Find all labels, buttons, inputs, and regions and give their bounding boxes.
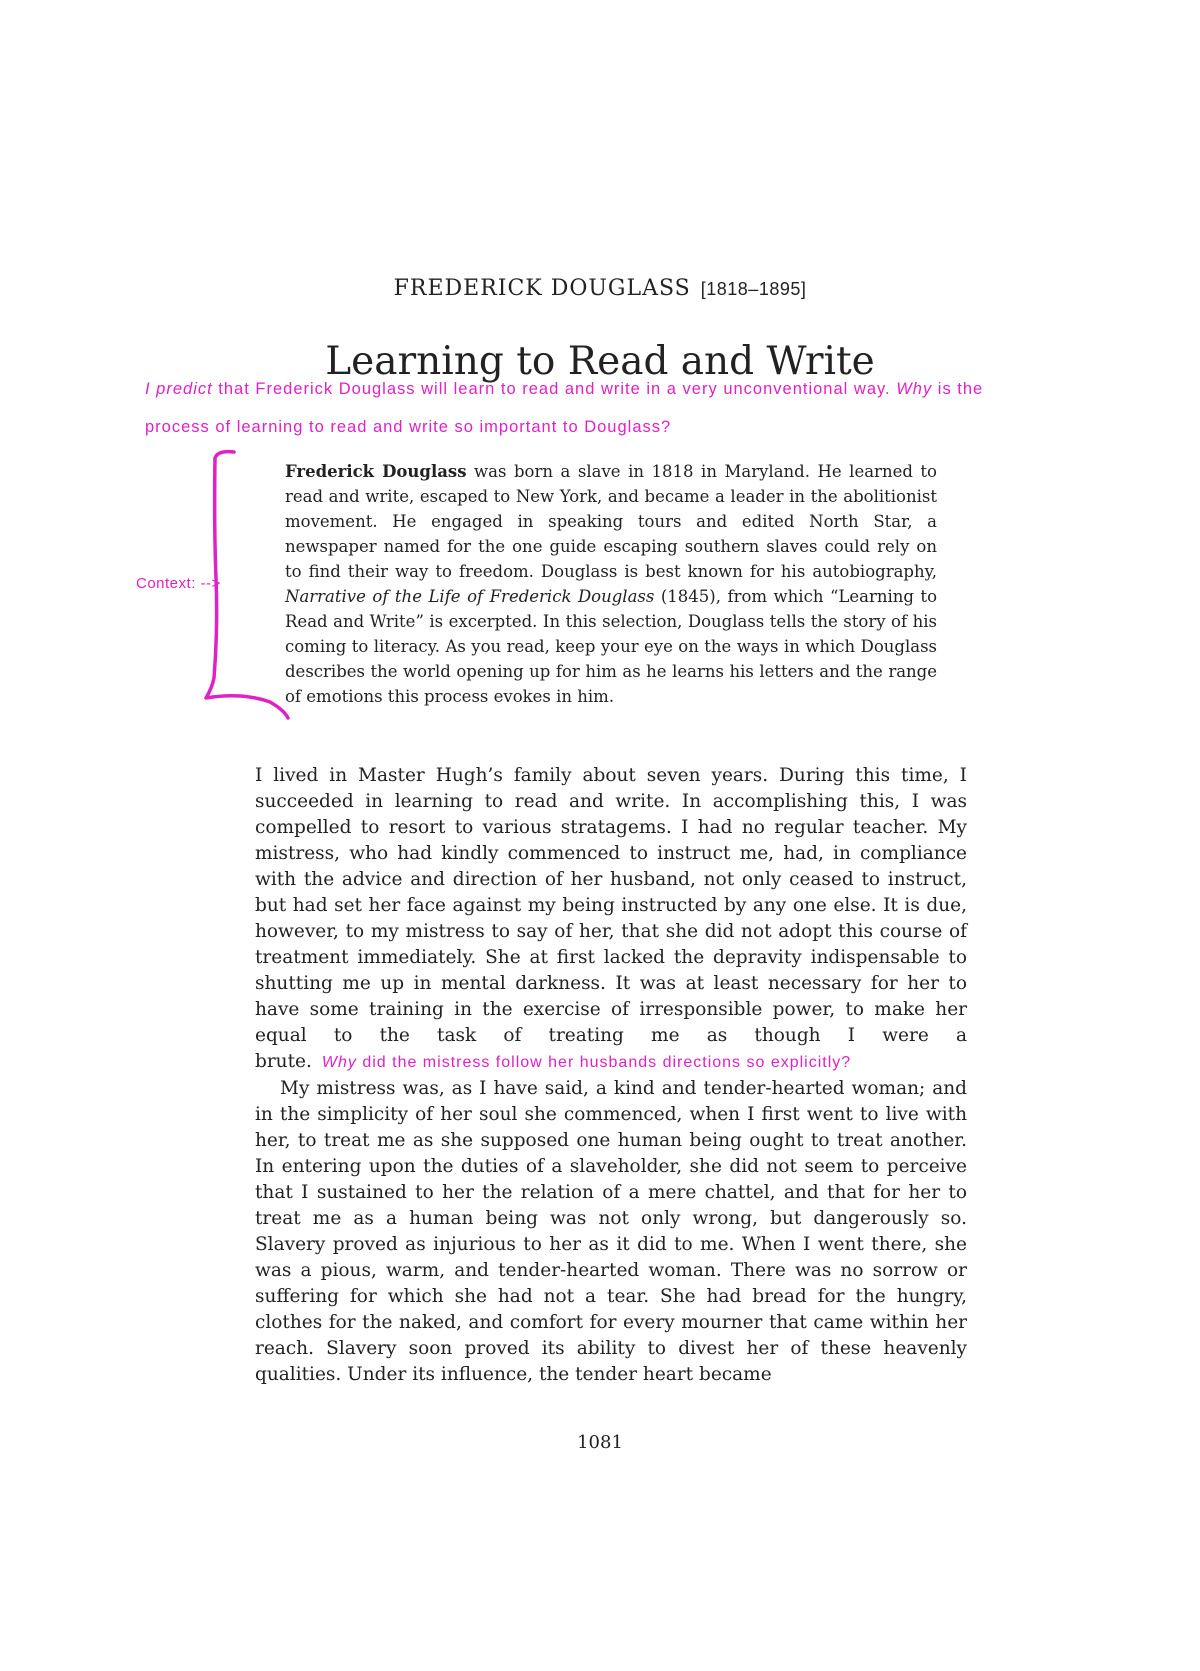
essay-title: Learning to Read and Write	[325, 339, 875, 384]
paragraph-1-text: I lived in Master Hugh’s family about seven years. During this time, I succeeded in learning to read and write. In accomplishing this, I was compelled to resort to various stratagems. I had no regular teacher. My mistress, who had kindly commenced to instruct me, had, in compliance with the advice and direction of her husband, not only ceased to instruct, but had set her face against my being instructed by any one else. It is due, however, to my mistress to say of her, that she did not adopt this course of treatment immediately. She at first lacked the depravity indispensable to shutting me up in mental darkness. It was at least necessary for her to have some training in the exercise of irresponsible power, to make her equal to the task of treating me as though I were a brute.	[255, 765, 967, 1072]
prediction-em-why: Why	[896, 380, 933, 398]
essay-body	[255, 763, 967, 1388]
prediction-text: that Frederick Douglass will learn to read and write in a very unconventional way.	[212, 380, 897, 398]
context-annotation: Context: -->	[136, 575, 221, 592]
mistress-question-text: did the mistress follow her husbands directions so explicitly?	[356, 1054, 852, 1071]
mistress-em-why: Why	[321, 1054, 357, 1071]
page-number: 1081	[577, 1432, 623, 1453]
headnote-text: was born a slave in 1818 in Maryland. He learned to read and write, escaped to New York, and became a leader in the abolitionist movement. He engaged in speaking tours and edited North Star, a newspaper named for the one guide escaping southern slaves could rely on to find their way to freedom. Douglass is best known for his autobiography,	[285, 462, 937, 581]
author-name: FREDERICK DOUGLASS	[393, 276, 691, 301]
mistress-annotation	[322, 1054, 851, 1071]
paragraph-1	[255, 763, 967, 1076]
headnote-book-title: Narrative of the Life of Frederick Douglass	[285, 587, 655, 606]
bracket-stroke	[206, 452, 288, 718]
prediction-annotation-line2: process of learning to read and write so important to Douglass?	[145, 418, 672, 436]
author-dates: [1818–1895]	[700, 279, 807, 299]
headnote	[285, 459, 937, 709]
prediction-text-end: is the	[932, 380, 984, 398]
headnote-name: Frederick Douglass	[285, 462, 467, 481]
prediction-annotation	[145, 380, 983, 399]
prediction-em-predict: I predict	[145, 380, 213, 398]
author-line	[0, 276, 1200, 301]
paragraph-2: My mistress was, as I have said, a kind and tender-hearted woman; and in the simplicity of her soul she commenced, when I first went to live with her, to treat me as she supposed one human being ought to treat another. In entering upon the duties of a slaveholder, she did not seem to perceive that I sustained to her the relation of a mere chattel, and that for her to treat me as a human being was not only wrong, but dangerously so. Slavery proved as injurious to her as it did to me. When I went there, she was a pious, warm, and tender-hearted woman. There was no sorrow or suffering for which she had not a tear. She had bread for the hungry, clothes for the naked, and comfort for every mourner that came within her reach. Slavery soon proved its ability to divest her of these heavenly qualities. Under its influence, the tender heart became	[255, 1078, 967, 1385]
headnote-text-end: (1845), from which “Learning to Read and Write” is excerpted. In this selection, Douglass tells the story of his coming to literacy. As you read, keep your eye on the ways in which Douglass describes the world opening up for him as he learns his letters and the range of emotions this process evokes in him.	[285, 587, 938, 706]
